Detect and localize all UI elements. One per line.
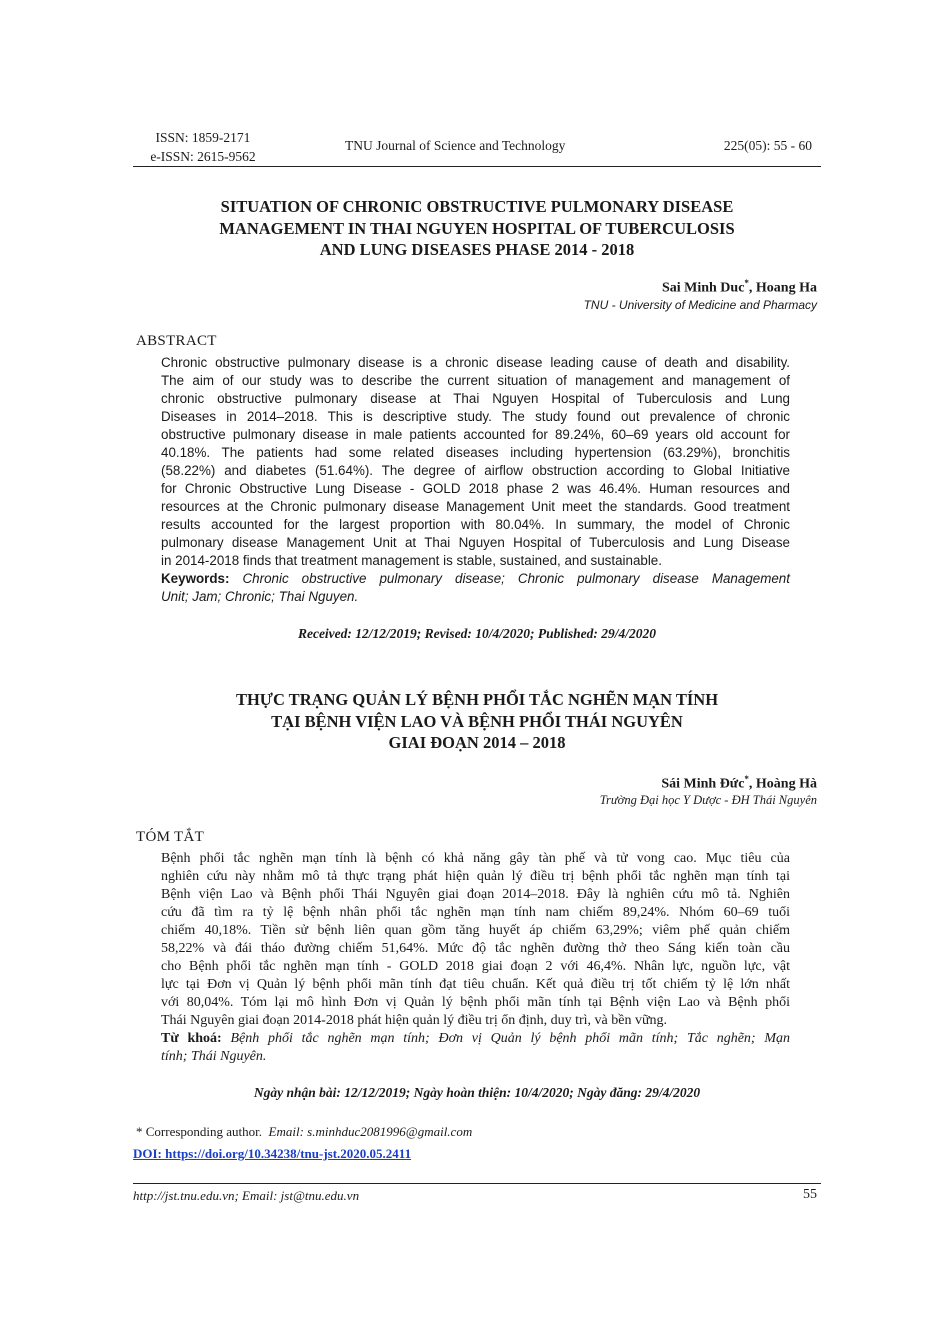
keywords-label: Keywords: (161, 571, 230, 586)
keywords-line (161, 570, 790, 588)
keywords-label: Từ khoá: (161, 1031, 222, 1046)
author-name: Hoang Ha (755, 280, 817, 296)
author-name: Sái Minh Đức (661, 776, 745, 792)
abstract-line: cho Bệnh phổi tắc nghẽn mạn tính - GOLD 2018 giai đoạn 2 với 46,4%. Nhân lực, nguồn lực, vật (161, 959, 790, 974)
english-title-line: SITUATION OF CHRONIC OBSTRUCTIVE PULMONARY DISEASE (220, 197, 734, 216)
abstract-line: pulmonary disease Management Unit at Thai Nguyen Hospital of Tuberculosis and Lung Disease (161, 535, 790, 550)
corresponding-mark: * (744, 774, 749, 784)
issn: ISSN: 1859-2171 (155, 130, 251, 145)
abstract-line: nghiên cứu này nhằm mô tả thực trạng phát hiện quản lý điều trị bệnh phổi tắc nghẽn mạn tính tại (161, 869, 790, 884)
abstract-line: Chronic obstructive pulmonary disease is a chronic disease leading cause of death and disability. (161, 355, 790, 370)
vietnamese-title-line: TẠI BỆNH VIỆN LAO VÀ BỆNH PHỔI THÁI NGUYÊN (271, 711, 683, 731)
vietnamese-title-line: THỰC TRẠNG QUẢN LÝ BỆNH PHỔI TẮC NGHẼN MẠN TÍNH (235, 690, 719, 709)
journal-name: TNU Journal of Science and Technology (345, 138, 566, 153)
english-affiliation: TNU - University of Medicine and Pharmacy (583, 298, 817, 312)
vietnamese-title (133, 689, 821, 754)
author-name: Sai Minh Duc (661, 280, 745, 296)
issn-block (133, 128, 273, 166)
header-divider (133, 166, 821, 167)
vietnamese-abstract (161, 850, 790, 1066)
abstract-line: chronic obstructive pulmonary disease at Thai Nguyen Hospital of Tuberculosis and Lung (161, 391, 790, 406)
vietnamese-title-line: GIAI ĐOẠN 2014 – 2018 (388, 733, 566, 752)
abstract-line: obstructive pulmonary disease in male patients accounted for 89.24%, 60–69 years old account for (161, 427, 790, 442)
eissn: e-ISSN: 2615-9562 (150, 149, 256, 164)
email-link[interactable]: s.minhduc2081996@gmail.com (307, 1124, 473, 1139)
abstract-line: for Chronic Obstructive Lung Disease - GOLD 2018 phase 2 was 46.4%. Human resources and (161, 481, 790, 496)
keywords-text: Chronic obstructive pulmonary disease; Chronic pulmonary disease Management (242, 571, 790, 586)
keywords-line (161, 1030, 790, 1048)
keywords-line: Unit; Jam; Chronic; Thai Nguyen. (161, 589, 359, 604)
vietnamese-affiliation: Trường Đại học Y Dược - ĐH Thái Nguyên (599, 793, 817, 807)
corresponding-mark: * (744, 278, 749, 288)
corresponding-author: * Corresponding author. Email: s.minhduc2081996@gmail.com (136, 1124, 473, 1139)
abstract-line: results accounted for the largest proportion with 80.04%. In summary, the model of Chronic (161, 517, 790, 532)
abstract-line: 40.18%. The patients had some related diseases including hypertension (63.29%), bronchitis (161, 445, 790, 460)
english-title (133, 196, 821, 261)
english-abstract (161, 354, 790, 606)
abstract-line: lực tại Đơn vị Quản lý bệnh phổi mãn tính đạt tiêu chuẩn. Kết quả điều trị tốt chiếm tỷ lệ lớn nhất (161, 977, 790, 992)
abstract-line: Bệnh viện Lao và Bệnh phổi Thái Nguyên giai đoạn 2014–2018. Đây là nghiên cứu mô tả. Nghiên (161, 887, 790, 902)
abstract-line: cứu đã tìm ra tỷ lệ bệnh nhân phổi tắc nghẽn mạn tính nam chiếm 89,24%. Nhóm 60–69 tuổi (161, 905, 790, 920)
abstract-heading: ABSTRACT (136, 333, 217, 349)
abstract-line: Thái Nguyên giai đoạn 2014-2018 phát hiện quản lý điều trị ổn định, duy trì, và bền vững. (161, 1013, 668, 1028)
footer-divider (133, 1183, 821, 1184)
keywords-line: tính; Thái Nguyên. (161, 1049, 267, 1064)
volume-pages: 225(05): 55 - 60 (723, 138, 812, 153)
abstract-line: 58,22% và đái tháo đường chiếm 51,64%. Mức độ tắc nghẽn đường thở theo Sáng kiến toàn cầu (161, 941, 790, 956)
abstract-line: Diseases in 2014–2018. This is descriptive study. The study found out prevalence of chronic (161, 409, 790, 424)
footer-links: http://jst.tnu.edu.vn; Email: jst@tnu.edu.vn (133, 1188, 360, 1203)
doi-link[interactable]: DOI: https://doi.org/10.34238/tnu-jst.2020.05.2411 (133, 1146, 412, 1161)
abstract-line: in 2014-2018 finds that treatment management is stable, sustained, and sustainable. (161, 553, 662, 568)
keywords-text: Bệnh phổi tắc nghẽn mạn tính; Đơn vị Quản lý bệnh phổi mãn tính; Tắc nghẽn; Mạn (230, 1031, 790, 1046)
abstract-line: với 80,04%. Tóm lại mô hình Đơn vị Quản lý bệnh phổi mãn tính tại Bệnh viện Lao và Bệnh phổi (161, 995, 790, 1010)
abstract-line: resources at the Chronic pulmonary disease Management Unit meet the standards. Good treatment (161, 499, 790, 514)
abstract-line: The aim of our study was to describe the current situation of management and management of (161, 373, 790, 388)
abstract-line: Bệnh phổi tắc nghẽn mạn tính là bệnh có khả năng gây tàn phế và tử vong cao. Mục tiêu của (161, 851, 790, 866)
english-title-line: MANAGEMENT IN THAI NGUYEN HOSPITAL OF TUBERCULOSIS (219, 218, 735, 238)
page-number: 55 (803, 1187, 817, 1202)
abstract-line: chiếm 40,18%. Tiền sử bệnh liên quan gồm tăng huyết áp chiếm 63,29%; viêm phế quản chiếm (161, 923, 790, 938)
english-title-line: AND LUNG DISEASES PHASE 2014 - 2018 (319, 240, 635, 259)
vietnamese-authors: Sái Minh Đức*, Hoàng Hà (661, 774, 817, 792)
english-authors: Sai Minh Duc*, Hoang Ha (661, 278, 817, 296)
vietnamese-dates: Ngày nhận bài: 12/12/2019; Ngày hoàn thiện: 10/4/2020; Ngày đăng: 29/4/2020 (253, 1085, 701, 1100)
english-dates: Received: 12/12/2019; Revised: 10/4/2020; Published: 29/4/2020 (297, 626, 657, 641)
abstract-line: (58.22%) and diabetes (51.64%). The degree of airflow obstruction according to Global Initiative (161, 463, 790, 478)
tom-tat-heading: TÓM TẮT (136, 829, 205, 845)
author-name: Hoàng Hà (755, 776, 817, 792)
